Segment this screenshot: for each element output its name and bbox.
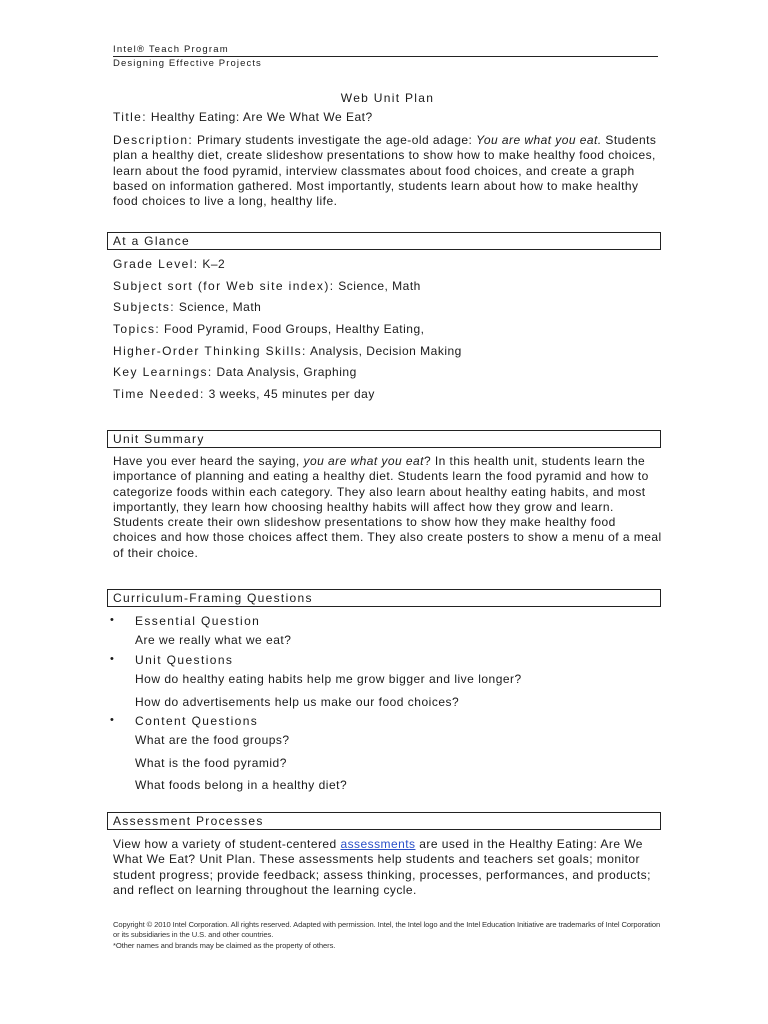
unit-question-item: How do advertisements help us make our food choices? xyxy=(135,695,460,709)
curriculum-heading-box xyxy=(107,589,661,607)
glance-row xyxy=(113,257,225,271)
glance-row-label: Topics: xyxy=(113,322,161,336)
description-label: Description: xyxy=(113,133,194,147)
description-paragraph xyxy=(113,133,662,209)
glance-row xyxy=(113,322,424,336)
glance-row-label: Grade Level: xyxy=(113,257,199,271)
glance-row-label: Subjects: xyxy=(113,300,175,314)
assessment-rest: are used in the Healthy Eating: Are We What We Eat? Unit Plan. These assessments help students and teachers set goals; monitor student progress; provide feedback; assess thinking, processes, performances, and products; and reflect on learning throughout the learning cycle. xyxy=(113,837,651,897)
title-label: Title: xyxy=(113,110,147,124)
unit-summary-paragraph xyxy=(113,454,662,561)
glance-row-value: Science, Math xyxy=(338,279,421,293)
glance-row-label: Subject sort (for Web site index): xyxy=(113,279,335,293)
glance-row-value: Food Pyramid, Food Groups, Healthy Eating, xyxy=(164,322,425,336)
curriculum-heading: Curriculum-Framing Questions xyxy=(113,591,313,605)
at-a-glance-heading: At a Glance xyxy=(113,234,191,248)
essential-question-item: Are we really what we eat? xyxy=(135,633,292,647)
assessment-paragraph xyxy=(113,837,662,898)
unit-summary-heading-box xyxy=(107,430,661,448)
glance-row xyxy=(113,279,421,293)
document-title: Web Unit Plan xyxy=(340,91,435,105)
glance-row-value: 3 weeks, 45 minutes per day xyxy=(208,387,375,401)
glance-row-value: K–2 xyxy=(202,257,226,271)
content-question-item: What is the food pyramid? xyxy=(135,756,287,770)
at-a-glance-heading-box xyxy=(107,232,661,250)
content-question-item: What foods belong in a healthy diet? xyxy=(135,778,348,792)
unit-summary-heading: Unit Summary xyxy=(113,432,205,446)
unit-summary-lead: Have you ever heard the saying, xyxy=(113,454,300,468)
footer-trademarks: *Other names and brands may be claimed as the property of others. xyxy=(113,940,336,950)
glance-row-label: Time Needed: xyxy=(113,387,205,401)
essential-question-heading: Essential Question xyxy=(135,614,261,628)
header-course: Designing Effective Projects xyxy=(113,58,262,69)
title-value: Healthy Eating: Are We What We Eat? xyxy=(150,110,373,124)
header-rule xyxy=(113,56,658,57)
footer-copyright: Copyright © 2010 Intel Corporation. All rights reserved. Adapted with permission. Intel, the Intel logo and the Intel Education Initiative are trademarks of Intel Corporation or its subsidiaries in the U.S. and other countries. xyxy=(113,920,661,940)
bullet: • xyxy=(110,614,114,626)
unit-question-item: How do healthy eating habits help me grow bigger and live longer? xyxy=(135,672,522,686)
unit-summary-rest: ? In this health unit, students learn the importance of planning and eating a healthy diet. Students learn the food pyramid and how to categorize foods within each category. They also learn about healthy eating habits, and most importantly, they learn how choosing healthy habits will affect how they grow and learn. Students create their own slideshow presentations to show how they make healthy food choices and how those choices affect them. They also create posters to show a menu of a meal of their choice. xyxy=(113,454,662,560)
description-quote: You are what you eat. xyxy=(476,133,602,147)
content-question-item: What are the food groups? xyxy=(135,733,290,747)
glance-row-value: Science, Math xyxy=(178,300,262,314)
assessment-lead: View how a variety of student-centered xyxy=(113,837,337,851)
glance-row-label: Higher-Order Thinking Skills: xyxy=(113,344,307,358)
glance-row xyxy=(113,344,462,358)
document-page xyxy=(110,0,662,1024)
description-rest: Students plan a healthy diet, create slideshow presentations to show how to make healthy food choices, learn about the food pyramid, interview classmates about food choices, and create a graph based on information gathered. Most importantly, students learn about how to make healthy food choices to live a long, healthy life. xyxy=(113,133,657,209)
glance-row xyxy=(113,300,261,314)
title-line xyxy=(113,110,373,124)
header-program: Intel® Teach Program xyxy=(113,44,229,55)
glance-row-label: Key Learnings: xyxy=(113,365,213,379)
bullet: • xyxy=(110,653,114,665)
unit-summary-quote: you are what you eat xyxy=(303,454,424,468)
assessment-heading: Assessment Processes xyxy=(113,814,264,828)
description-lead: Primary students investigate the age-old adage: xyxy=(196,133,473,147)
glance-row-value: Data Analysis, Graphing xyxy=(216,365,357,379)
glance-row xyxy=(113,365,357,379)
content-questions-heading: Content Questions xyxy=(135,714,259,728)
footer xyxy=(113,920,662,951)
glance-row xyxy=(113,387,375,401)
unit-questions-heading: Unit Questions xyxy=(135,653,234,667)
assessment-heading-box xyxy=(107,812,661,830)
assessments-link[interactable]: assessments xyxy=(340,837,416,851)
glance-row-value: Analysis, Decision Making xyxy=(309,344,462,358)
bullet: • xyxy=(110,714,114,726)
